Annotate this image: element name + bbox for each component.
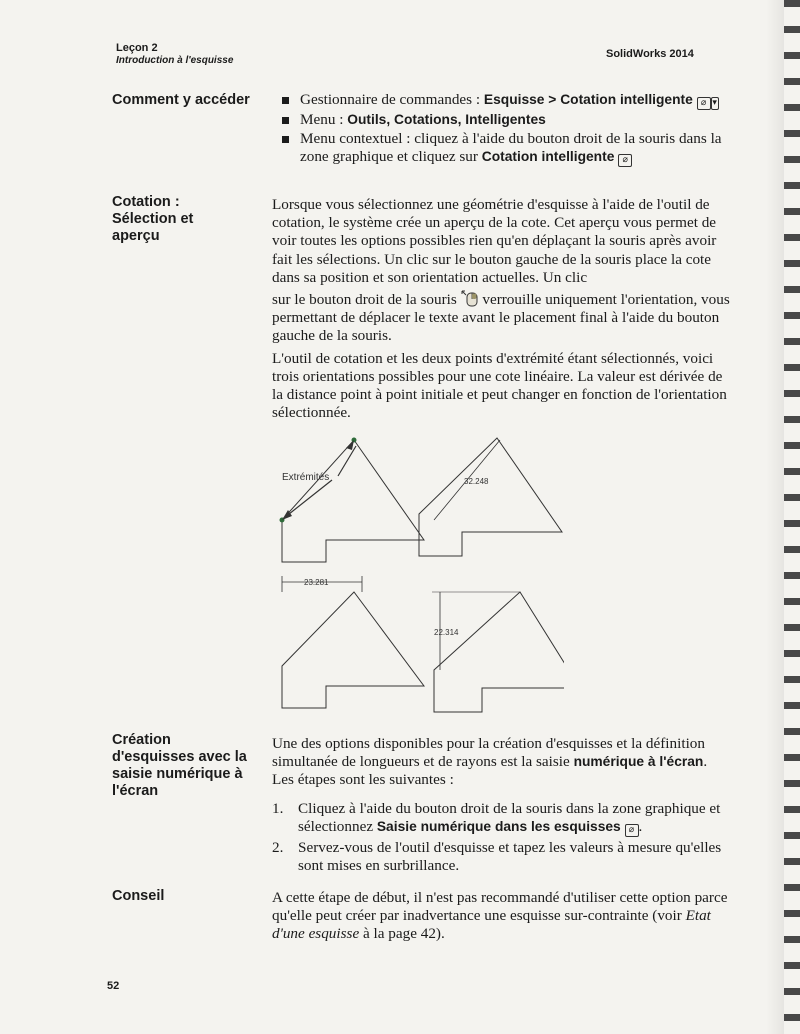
bullet-bold: Cotation intelligente	[481, 149, 615, 165]
lesson-label: Leçon 2	[116, 42, 158, 54]
list-item	[272, 130, 732, 167]
list-item	[272, 111, 732, 129]
endpoint-arrow	[338, 446, 356, 476]
page-number: 52	[107, 980, 120, 992]
list-item: 1. Cliquez à l'aide du bouton droit de la souris dans la zone graphique et sélectionnez Saisie numérique dans les esquisses ⌀ .	[272, 799, 721, 835]
access-list	[272, 91, 732, 167]
smart-dimension-icon: ⌀	[618, 154, 632, 167]
step-number: 2.	[272, 838, 284, 856]
list-item	[272, 91, 732, 110]
cotation-body	[272, 196, 732, 422]
list-item	[272, 839, 732, 875]
heading-tip: Conseil	[112, 888, 165, 904]
spiral-binding	[784, 0, 800, 1034]
cross-reference: Etat d'une esquisse	[272, 907, 711, 943]
cotation-para-1: Lorsque vous sélectionnez une géométrie d'esquisse à l'aide de l'outil de cotation, le système crée un aperçu de la cote. Cet aperçu vous permet de voir toutes les options possibles rien qu'en déplaçant la souris après avoir fait les sélections. Un clic sur le bouton gauche de la souris place la cote dans sa position et son orientation actuelles. Un clic	[272, 196, 717, 286]
smart-dimension-icon: ⌀	[697, 97, 711, 110]
vertical-dimension-value: 22.314	[434, 628, 459, 637]
arrow-head-icon	[282, 510, 292, 520]
aligned-dimension-value: 32.248	[464, 477, 489, 486]
running-header	[116, 42, 233, 67]
step-text: Cliquez à l'aide du bouton droit de la souris dans la zone graphique et sélectionnez	[298, 799, 721, 835]
bullet-text: Menu :	[300, 111, 348, 128]
heading-numeric-input: Création d'esquisses avec la saisie numérique à l'écran	[112, 732, 247, 799]
heading-access: Comment y accéder	[112, 92, 250, 108]
access-body	[272, 91, 732, 168]
numeric-intro	[272, 735, 732, 790]
bullet-text: Gestionnaire de commandes :	[300, 91, 484, 108]
lesson-subtitle: Introduction à l'esquisse	[116, 55, 234, 66]
sketch-shape-1	[282, 440, 424, 562]
numeric-body	[272, 735, 732, 877]
endpoint-arrow	[284, 480, 332, 518]
para-text: Une des options disponibles pour la création d'esquisses et la définition simultanée de longueurs et de rayons est la saisie	[272, 735, 705, 771]
dropdown-arrow-icon: ▾	[712, 98, 717, 108]
arrow-head-icon	[346, 440, 354, 450]
numeric-input-icon: ⌀	[625, 824, 639, 837]
product-label: SolidWorks 2014	[606, 48, 694, 60]
step-bold: Saisie numérique dans les esquisses	[376, 818, 621, 834]
para-text: . Les étapes sont les suivantes :	[272, 753, 708, 789]
para-text: à la page 42).	[359, 925, 445, 943]
sketch-shape-3	[282, 592, 424, 708]
cotation-para-2	[272, 290, 732, 346]
tip-body	[272, 889, 732, 944]
horizontal-dimension-value: 23.281	[304, 578, 329, 587]
dimension-orientations-figure	[274, 432, 564, 722]
step-number: 1.	[272, 799, 284, 817]
bullet-bold: Outils, Cotations, Intelligentes	[347, 112, 546, 127]
para-text: sur le bouton droit de la souris	[272, 291, 457, 309]
sketch-shape-2	[419, 438, 562, 556]
step-text: Servez-vous de l'outil d'esquisse et tapez les valeurs à mesure qu'elles sont mises en surbrillance.	[298, 838, 722, 875]
para-text: verrouille uniquement l'orientation, vous permettant de déplacer le texte avant le placement final à l'aide du bouton gauche de la souris.	[272, 291, 730, 345]
para-text: A cette étape de début, il n'est pas recommandé d'utiliser cette option parce qu'elle peut créer par inadvertance une esquisse sur-contrainte (voir	[272, 889, 728, 925]
para-bold: numérique à l'écran	[573, 754, 704, 770]
heading-cotation: Cotation : Sélection et aperçu	[112, 194, 194, 244]
tip-text	[272, 889, 732, 944]
bullet-text: Menu contextuel : cliquez à l'aide du bouton droit de la souris dans la zone graphique et cliquez sur	[300, 130, 722, 166]
cotation-para-3: L'outil de cotation et les deux points d'extrémité étant sélectionnés, voici trois orientations possibles pour une cote linéaire. La valeur est dérivée de la distance point à point initiale et peut changer en fonction de l'orientation sélectionnée.	[272, 349, 727, 422]
sketch-shape-4	[434, 592, 564, 712]
bullet-bold: Esquisse > Cotation intelligente	[483, 92, 693, 107]
mouse-right-click-icon	[461, 290, 479, 307]
numeric-steps	[272, 800, 732, 876]
binding-shadow	[766, 0, 784, 1034]
endpoints-label: Extrémités	[282, 472, 330, 483]
